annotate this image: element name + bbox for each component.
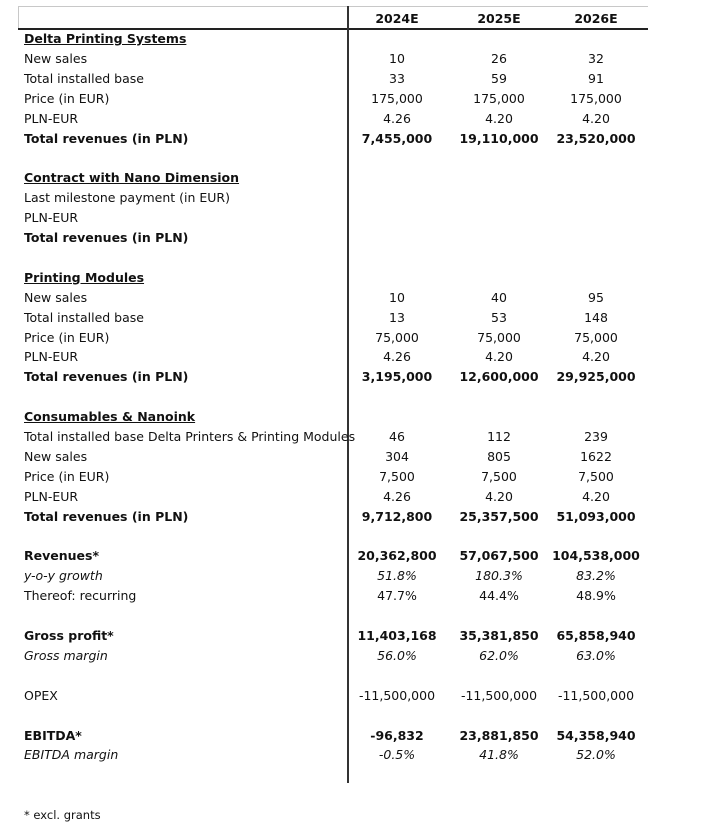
spacer-row [0,388,709,406]
cell-value: 57,067,500 [459,548,539,564]
cell-value: 4.20 [485,349,513,365]
table-row [0,130,709,148]
table-row [0,189,709,207]
row-label: New sales [24,289,88,305]
cell-value: 48.9% [576,588,616,604]
row-label: Total revenues (in PLN) [24,369,189,385]
cell-value: 7,500 [481,468,517,484]
cell-value: 32 [588,50,604,66]
cell-value: 40 [491,289,507,305]
cell-value: 4.26 [383,349,411,365]
section-header-row [0,408,709,426]
spacer-row [0,149,709,167]
footnote: * excl. grants [24,808,101,822]
section-header-row [0,30,709,48]
row-label: Last milestone payment (in EUR) [24,190,230,206]
cell-value: 52.0% [576,747,616,763]
cell-value: 7,455,000 [361,130,433,146]
cell-value: 7,500 [578,468,614,484]
table-row [0,687,709,705]
cell-value: 65,858,940 [556,628,636,643]
cell-value: 239 [584,429,608,444]
cell-value: 10 [389,289,405,305]
cell-value: 19,110,000 [459,130,539,146]
row-label: Total installed base Delta Printers & Printing Modules [24,429,356,444]
left-header-border [18,6,19,30]
row-label: Total revenues (in PLN) [24,230,189,245]
spacer-row [0,707,709,725]
cell-value: 4.26 [383,488,411,504]
table-row [0,209,709,227]
row-label: PLN-EUR [24,349,79,365]
cell-value: 4.20 [485,110,513,126]
cell-value: -11,500,000 [557,687,635,703]
cell-value: 10 [389,50,405,66]
row-label: Gross profit* [24,628,114,643]
top-border [18,6,648,7]
table-row [0,368,709,386]
cell-value: 23,520,000 [556,130,636,146]
cell-value: 53 [491,309,507,325]
row-label: PLN-EUR [24,110,79,126]
cell-value: 148 [584,309,608,325]
row-label: Gross margin [24,647,108,663]
spacer-row [0,667,709,685]
cell-value: 44.4% [479,588,519,604]
row-label: Total installed base [24,70,144,86]
section-title: Contract with Nano Dimension [24,170,240,186]
spacer-row [0,249,709,267]
cell-value: 175,000 [371,90,423,106]
row-label: EBITDA* [24,727,82,743]
cell-value: -0.5% [378,747,416,763]
cell-value: -96,832 [370,727,424,743]
row-label: New sales [24,50,88,66]
table-row [0,627,709,645]
cell-value: 4.20 [582,110,610,126]
cell-value: 41.8% [479,747,519,763]
year-header-2026: 2026E [574,11,618,26]
table-row [0,329,709,347]
cell-value: 9,712,800 [361,508,433,524]
row-label: Price (in EUR) [24,90,110,106]
cell-value: 51.8% [377,568,417,584]
cell-value: 75,000 [574,329,618,345]
table-row [0,110,709,128]
table-row [0,488,709,506]
table-row [0,746,709,764]
table-row [0,90,709,108]
cell-value: 4.26 [383,110,411,126]
section-title: Printing Modules [24,269,145,285]
cell-value: 35,381,850 [459,628,539,643]
cell-value: 3,195,000 [361,369,433,385]
section-header-row [0,169,709,187]
cell-value: 805 [487,448,511,464]
table-row [0,50,709,68]
table-row [0,448,709,466]
row-label: PLN-EUR [24,488,79,504]
cell-value: 75,000 [375,329,419,345]
cell-value: 4.20 [582,488,610,504]
cell-value: 20,362,800 [357,548,437,564]
cell-value: 29,925,000 [556,369,636,385]
table-row [0,229,709,247]
table-row [0,547,709,565]
cell-value: 175,000 [570,90,622,106]
row-label: EBITDA margin [24,747,119,763]
cell-value: 304 [385,448,409,464]
row-label: OPEX [24,687,58,703]
cell-value: 1622 [580,448,612,464]
section-title: Consumables & Nanoink [24,409,196,425]
table-row [0,309,709,327]
table-row [0,647,709,665]
row-label: Thereof: recurring [24,588,137,604]
spacer-row [0,528,709,546]
cell-value: 104,538,000 [552,548,640,564]
row-label: Price (in EUR) [24,329,110,345]
row-label: PLN-EUR [24,210,79,226]
table-row [0,289,709,307]
table-row [0,428,709,446]
cell-value: 47.7% [377,588,417,604]
cell-value: 62.0% [479,647,519,663]
table-row [0,468,709,486]
cell-value: 13 [389,309,405,325]
row-label: Total revenues (in PLN) [24,508,189,524]
cell-value: 75,000 [477,329,521,345]
section-header-row [0,269,709,287]
cell-value: 33 [389,70,405,86]
cell-value: 26 [491,50,507,66]
cell-value: 63.0% [576,647,616,663]
cell-value: 25,357,500 [459,508,539,524]
cell-value: 54,358,940 [556,727,636,743]
table-row [0,70,709,88]
table-row [0,508,709,526]
row-label: Total revenues (in PLN) [24,130,189,146]
cell-value: 4.20 [485,488,513,504]
cell-value: 175,000 [473,90,525,106]
year-header-2025: 2025E [477,11,521,26]
cell-value: 91 [588,70,604,86]
cell-value: 11,403,168 [357,628,437,643]
year-header-2024: 2024E [375,11,419,26]
table-row [0,567,709,585]
cell-value: 83.2% [576,568,616,584]
cell-value: 46 [389,429,405,444]
cell-value: -11,500,000 [358,687,436,703]
cell-value: 51,093,000 [556,508,636,524]
cell-value: 23,881,850 [459,727,539,743]
row-label: Price (in EUR) [24,468,110,484]
row-label: y-o-y growth [24,568,103,584]
cell-value: 112 [487,429,511,444]
spacer-row [0,607,709,625]
row-label: New sales [24,448,88,464]
cell-value: 180.3% [475,568,523,584]
cell-value: 7,500 [379,468,415,484]
row-label: Revenues* [24,548,99,564]
cell-value: 59 [491,70,507,86]
cell-value: -11,500,000 [460,687,538,703]
table-row [0,348,709,366]
section-title: Delta Printing Systems [24,31,187,46]
table-row [0,727,709,745]
cell-value: 95 [588,289,604,305]
table-row [0,587,709,605]
cell-value: 12,600,000 [459,369,539,385]
cell-value: 4.20 [582,349,610,365]
cell-value: 56.0% [377,647,417,663]
row-label: Total installed base [24,309,144,325]
